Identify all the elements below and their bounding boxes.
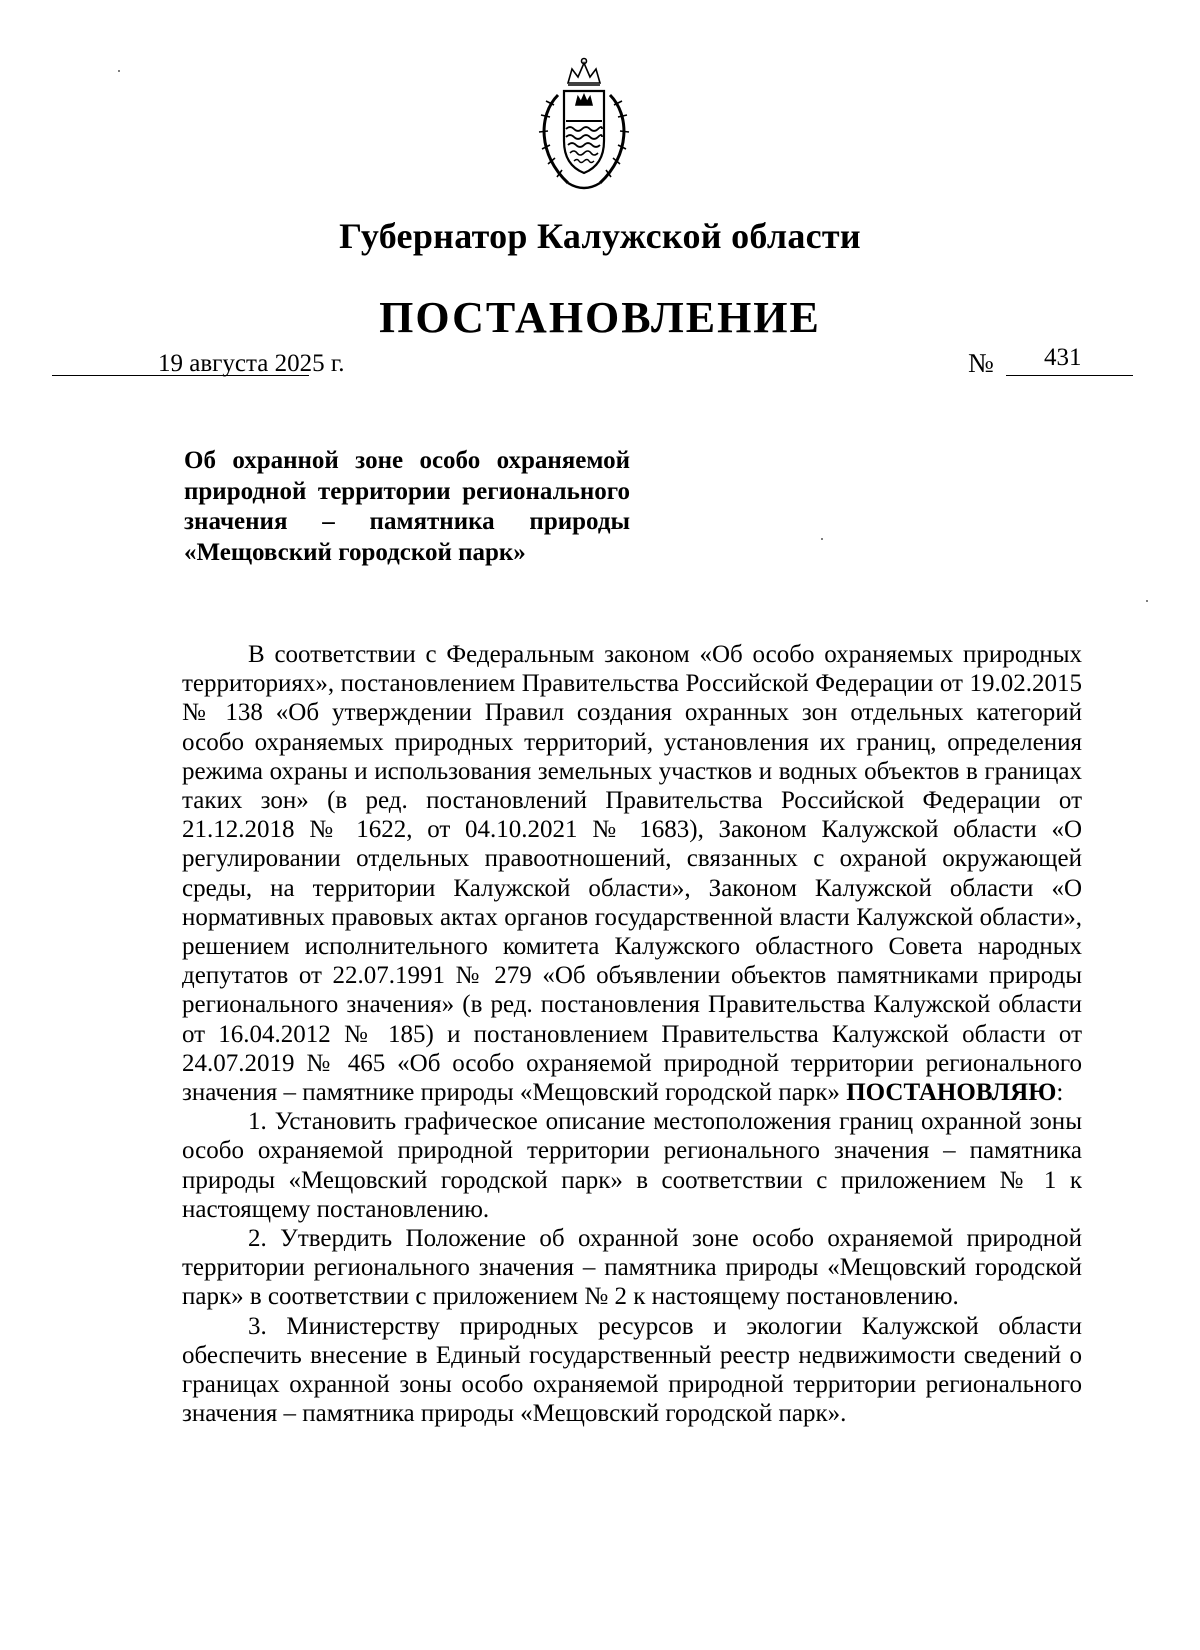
clause-paragraph: 1. Установить графическое описание местоположения границ охранной зоны особо охраняемой природной территории регионального значения – памятника природы «Мещовский городской парк» в соответствии с приложением № 1 к настоящему постановлению. [182,1108,1082,1223]
number-underline [1006,375,1133,376]
document-type-heading: ПОСТАНОВЛЕНИЕ [379,293,821,342]
document-title [184,446,630,568]
preamble-text: В соответствии с Федеральным законом «Об особо охраняемых природных территориях», постановлением Правительства Российской Федерации от 19.02.2015 № 138 «Об утверждении Правил создания охранных зон отдельных категорий особо охраняемых природных территорий, установления их границ, определения режима охраны и использования земельных участков и водных объектов в границах таких зон» (в ред. постановлений Правительства Российской Федерации от 21.12.2018 № 1622, от 04.10.2021 № 1683), Законом Калужской области «О регулировании отдельных правоотношений, связанных с охраной окружающей среды, на территории Калужской области», Законом Калужской области «О нормативных правовых актах органов государственной власти Калужской области», решением исполнительного комитета Калужского областного Совета народных депутатов от 22.07.1991 № 279 «Об объявлении объектов памятниками природы регионального значения» (в ред. постановления Правительства Калужской области от 16.04.2012 № 185) и постановлением Правительства Калужской области от 24.07.2019 № 465 «Об особо охраняемой природной территории регионального значения – памятнике природы «Мещовский городской парк» [182,641,1082,1107]
date-text: 19 августа 2025 г. [158,350,345,377]
title-line: «Мещовский городской парк» [184,538,526,566]
document-date [52,350,352,376]
preamble-paragraph [182,640,1082,1107]
title-line: значения – памятника природы [184,508,630,535]
coat-of-arms-icon [528,55,640,195]
resolve-punctuation: : [1056,1079,1064,1107]
number-value: 431 [1044,344,1082,371]
scan-speck [1146,600,1148,602]
document-body [182,640,1082,1428]
document-number [968,344,1133,376]
title-line: Об охранной зоне особо охраняемой [184,447,630,474]
issuing-authority: Губернатор Калужской области [339,216,861,256]
scan-speck [118,70,120,72]
scan-speck [821,538,823,540]
number-sign: № [968,348,994,378]
clause-paragraph: 2. Утвердить Положение об охранной зоне особо охраняемой природной территории регионального значения – памятника природы «Мещовский городской парк» в соответствии с приложением № 2 к настоящему постановлению. [182,1225,1082,1311]
title-line: природной территории регионального [184,477,630,505]
clause-paragraph: 3. Министерству природных ресурсов и экологии Калужской области обеспечить внесение в Единый государственный реестр недвижимости сведений о границах охранной зоны особо охраняемой природной территории регионального значения – памятника природы «Мещовский городской парк». [182,1312,1082,1428]
resolve-word: ПОСТАНОВЛЯЮ [846,1079,1057,1107]
